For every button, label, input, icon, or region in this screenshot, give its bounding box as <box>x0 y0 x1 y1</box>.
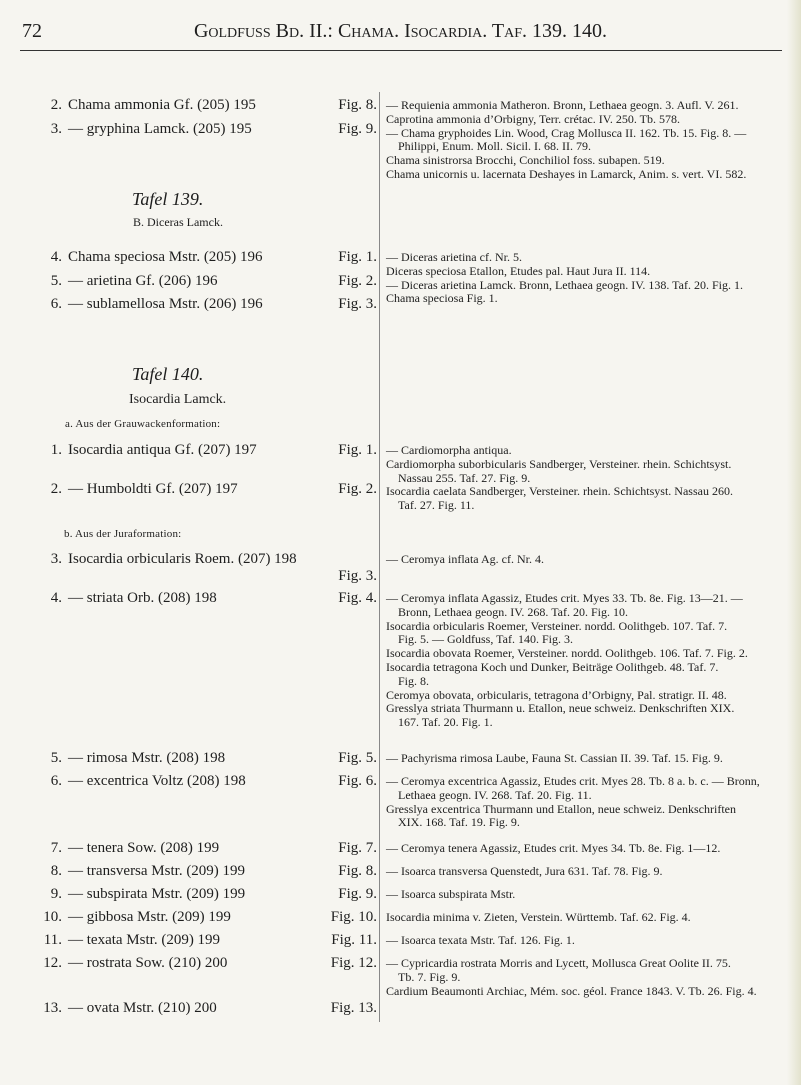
running-title: Goldfuss Bd. II.: Chama. Isocardia. Taf. 139. 140. <box>193 20 608 42</box>
note-line: Gresslya striata Thurmann u. Etallon, neue schweiz. Denkschriften XIX. <box>386 701 735 716</box>
note-line: — Diceras arietina cf. Nr. 5. <box>386 250 522 264</box>
note-line: Gresslya excentrica Thurmann und Etallon, neue schweiz. Denkschriften <box>386 801 736 816</box>
note-line: — Ceromya inflata Agassiz, Etudes crit. Myes 33. Tb. 8e. Fig. 13—21. — <box>386 591 743 605</box>
note-line: Bronn, Lethaea geogn. IV. 268. Taf. 20. Fig. 10. <box>398 604 629 619</box>
note-140-10 <box>386 911 691 925</box>
note-line: — Requienia ammonia Matheron. Bronn, Lethaea geogn. 3. Aufl. V. 261. <box>386 98 739 112</box>
note-line: Isocardia tetragona Koch und Dunker, Beiträge Oolithgeb. 48. Taf. 7. <box>386 659 719 674</box>
note-line: Cardiomorpha suborbicularis Sandberger, Versteiner. rhein. Schichtsyst. <box>386 456 732 471</box>
note-line: — Ceromya tenera Agassiz, Etudes crit. Myes 34. Tb. 8e. Fig. 1—12. <box>386 841 721 855</box>
note-line: — Ceromya excentrica Agassiz, Etudes crit. Myes 28. Tb. 8 a. b. c. — Bronn, <box>386 774 760 788</box>
note-line: Fig. 8. <box>398 673 430 688</box>
page-edge-stain <box>787 0 801 1085</box>
note-140-8 <box>386 865 663 879</box>
note-line: Lethaea geogn. IV. 268. Taf. 20. Fig. 11. <box>398 787 592 802</box>
notes-140-4 <box>386 592 748 730</box>
note-line: Chama unicornis u. lacernata Deshayes in Lamarck, Anim. s. vert. VI. 582. <box>386 166 747 181</box>
note-line: Chama sinistrorsa Brocchi, Conchiliol foss. subapen. 519. <box>386 153 665 168</box>
tafel-139-subtitle: B. Diceras Lamck. <box>133 215 223 229</box>
note-line: — Pachyrisma rimosa Laube, Fauna St. Cassian II. 39. Taf. 15. Fig. 9. <box>386 751 723 765</box>
tafel-140-genus: Isocardia Lamck. <box>129 392 227 407</box>
note-line: Diceras speciosa Etallon, Etudes pal. Haut Jura II. 114. <box>386 263 651 278</box>
column-divider <box>379 92 380 1022</box>
notes-tafel-139 <box>386 251 743 306</box>
page-number: 72 <box>22 20 42 42</box>
note-line: — Diceras arietina Lamck. Bronn, Lethaea geogn. IV. 138. Taf. 20. Fig. 1. <box>386 277 743 292</box>
note-line: Cardium Beaumonti Archiac, Mém. soc. géol. France 1843. V. Tb. 26. Fig. 4. <box>386 983 757 998</box>
section-a-heading: a. Aus der Grauwackenformation: <box>65 418 221 430</box>
notes-140-6 <box>386 775 760 830</box>
notes-140-a <box>386 444 733 513</box>
note-line: Caprotina ammonia d’Orbigny, Terr. crétac. IV. 250. Tb. 578. <box>386 111 680 126</box>
note-line: — Isoarca transversa Quenstedt, Jura 631. Taf. 78. Fig. 9. <box>386 864 663 878</box>
notes-140-12 <box>386 957 757 998</box>
note-line: — Cardiomorpha antiqua. <box>386 443 512 457</box>
note-140-9 <box>386 888 515 902</box>
tafel-139-title: Tafel 139. <box>132 189 204 209</box>
note-line: Philippi, Enum. Moll. Sicil. I. 68. II. 79. <box>398 139 592 154</box>
note-line: — Chama gryphoides Lin. Wood, Crag Mollusca II. 162. Tb. 15. Fig. 8. — <box>386 125 747 140</box>
note-line: 167. Taf. 20. Fig. 1. <box>398 715 493 730</box>
note-140-5 <box>386 752 723 766</box>
note-line: — Isoarca texata Mstr. Taf. 126. Fig. 1. <box>386 933 575 947</box>
note-line: Tb. 7. Fig. 9. <box>398 969 461 984</box>
tafel-140-title: Tafel 140. <box>132 364 204 384</box>
note-line: Ceromya obovata, orbicularis, tetragona d’Orbigny, Pal. stratigr. II. 48. <box>386 687 727 702</box>
note-line: Nassau 255. Taf. 27. Fig. 9. <box>398 470 531 485</box>
notes-top <box>386 99 746 182</box>
note-line: — Cypricardia rostrata Morris and Lycett, Mollusca Great Oolite II. 75. <box>386 956 731 970</box>
note-140-11 <box>386 934 575 948</box>
note-line: — Ceromya inflata Ag. cf. Nr. 4. <box>386 552 544 566</box>
note-line: Isocardia orbicularis Roemer, Versteiner. nordd. Oolithgeb. 107. Taf. 7. <box>386 618 728 633</box>
note-140-3 <box>386 553 544 567</box>
note-line: Taf. 27. Fig. 11. <box>398 498 475 513</box>
note-line: — Isoarca subspirata Mstr. <box>386 887 516 901</box>
note-line: Chama speciosa Fig. 1. <box>386 291 498 306</box>
note-line: XIX. 168. Taf. 19. Fig. 9. <box>398 815 520 830</box>
note-line: Fig. 5. — Goldfuss, Taf. 140. Fig. 3. <box>398 632 573 647</box>
note-line: Isocardia obovata Roemer, Versteiner. nordd. Oolithgeb. 106. Taf. 7. Fig. 2. <box>386 646 748 661</box>
note-line: Isocardia caelata Sandberger, Versteiner. rhein. Schichtsyst. Nassau 260. <box>386 484 733 499</box>
note-140-7 <box>386 842 720 856</box>
section-b-heading: b. Aus der Juraformation: <box>64 528 182 540</box>
header-rule <box>20 50 782 51</box>
note-line: Isocardia minima v. Zieten, Verstein. Württemb. Taf. 62. Fig. 4. <box>386 910 691 924</box>
